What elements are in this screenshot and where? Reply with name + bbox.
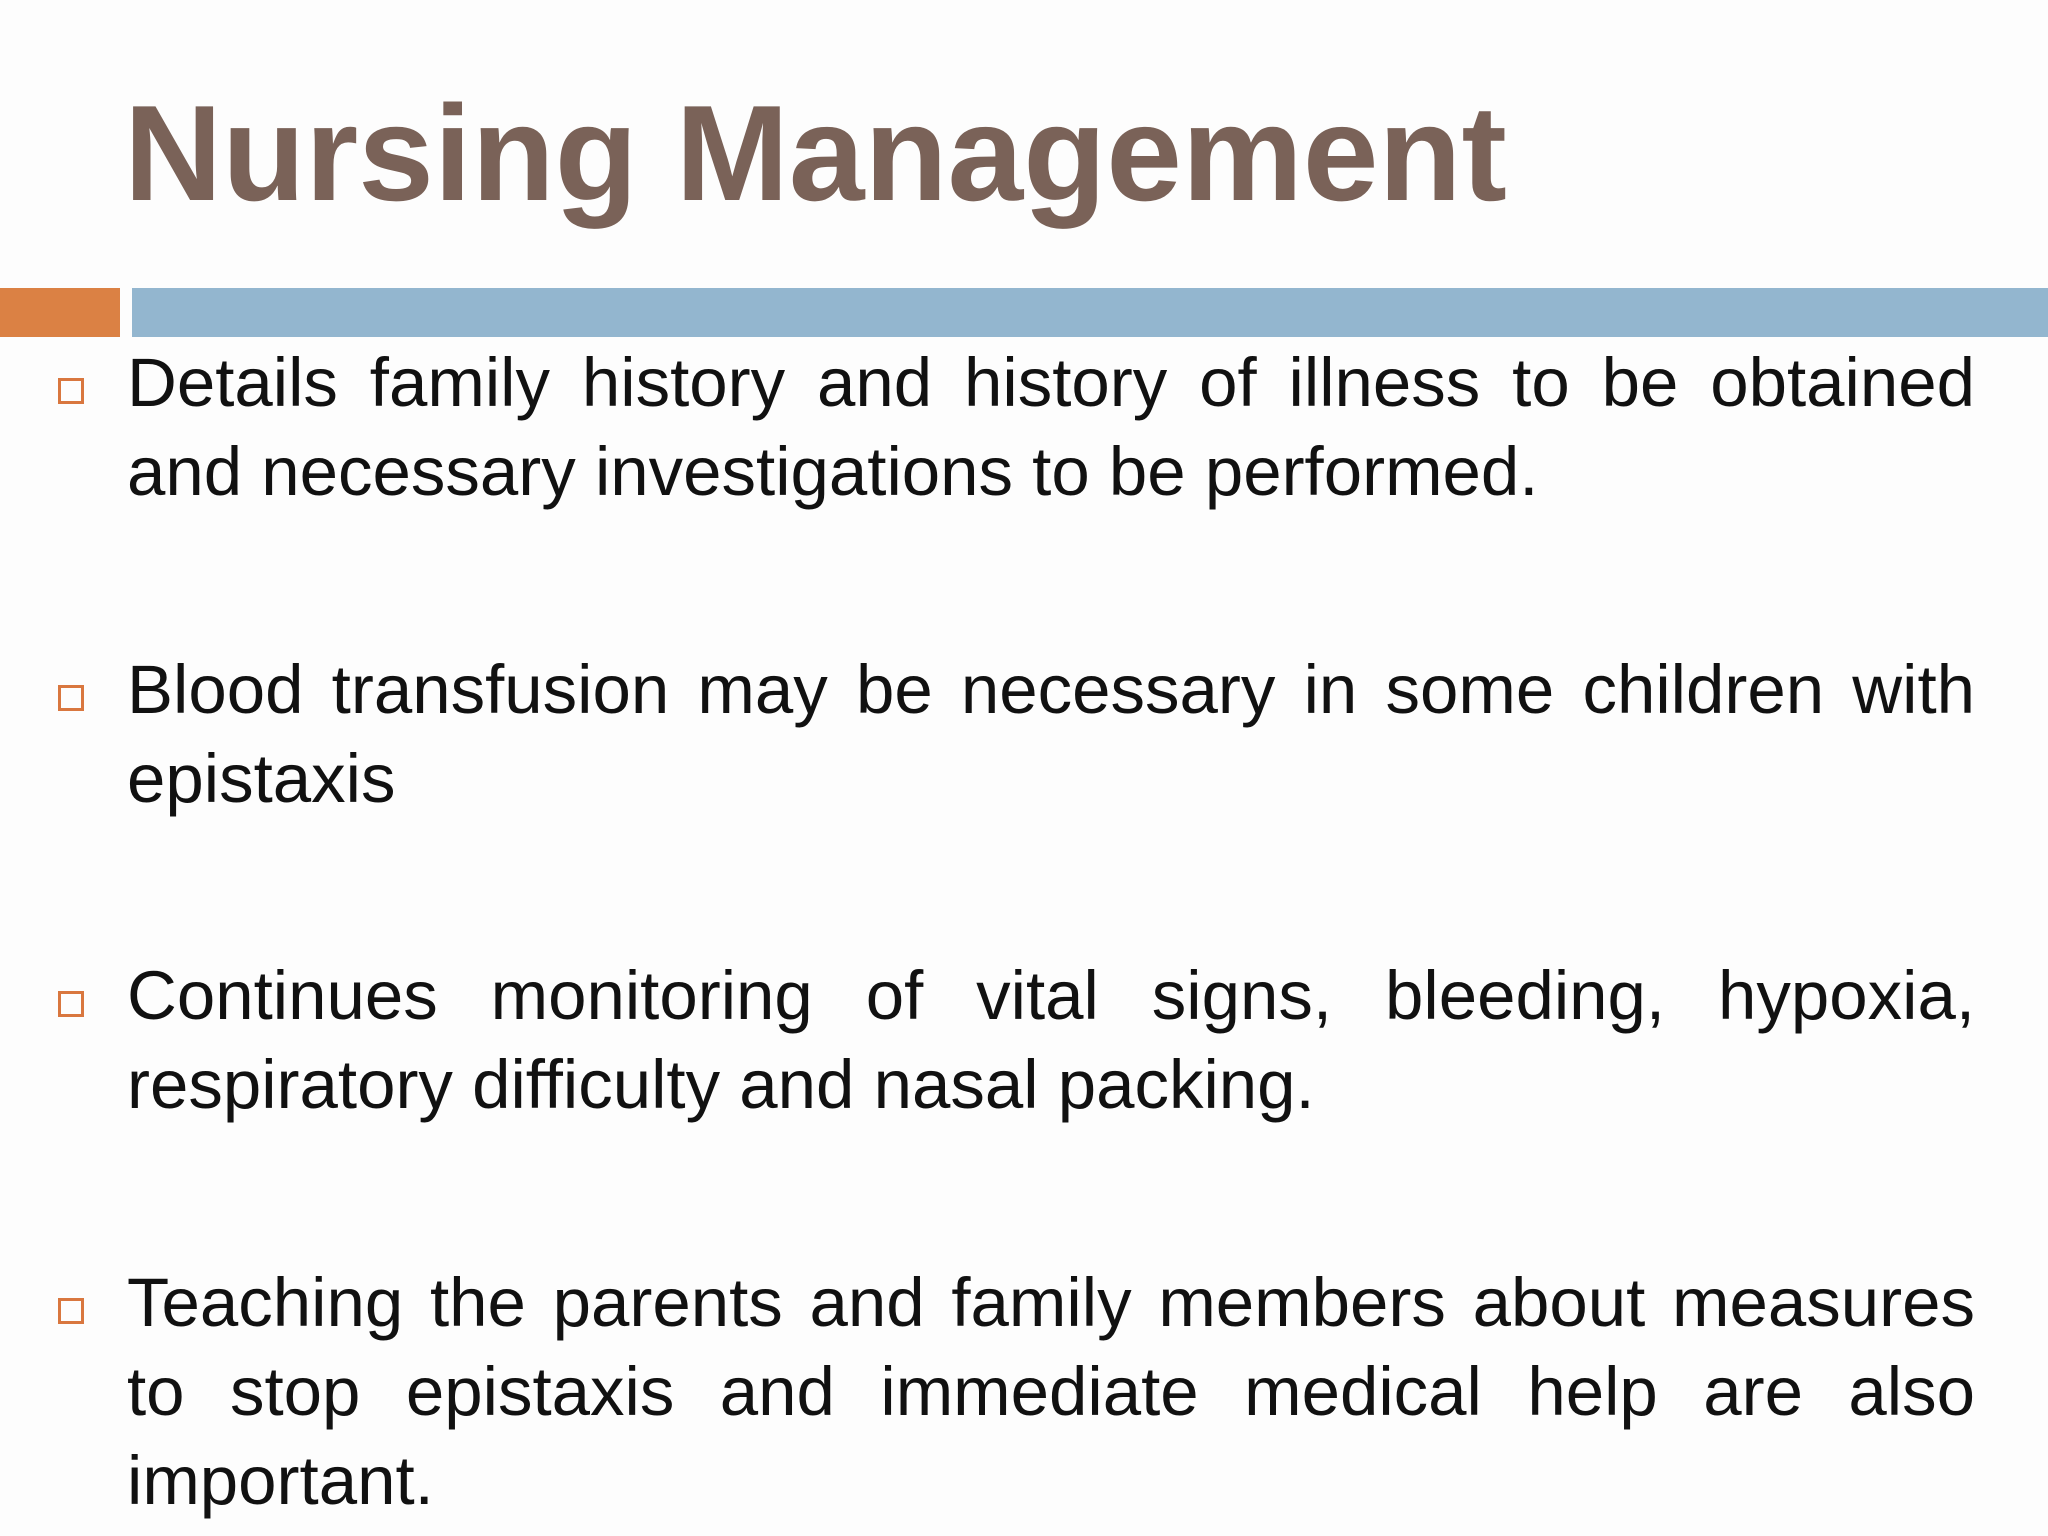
slide-title: Nursing Management — [124, 77, 1507, 229]
square-bullet-icon — [58, 378, 84, 404]
bullet-text: Continues monitoring of vital signs, bleeding, hypoxia, respiratory difficulty and nasal packing. — [127, 957, 1975, 1123]
title-accent-bar-blue — [132, 288, 2048, 337]
title-accent-bar-orange — [0, 288, 120, 337]
square-bullet-icon — [58, 685, 84, 711]
bullet-text: Blood transfusion may be necessary in some children with epistaxis — [127, 651, 1975, 817]
square-bullet-icon — [58, 991, 84, 1017]
bullet-text: Details family history and history of illness to be obtained and necessary investigations to be performed. — [127, 344, 1975, 510]
square-bullet-icon — [58, 1298, 84, 1324]
bullet-text: Teaching the parents and family members about measures to stop epistaxis and immediate medical help are also important. — [127, 1264, 1975, 1519]
